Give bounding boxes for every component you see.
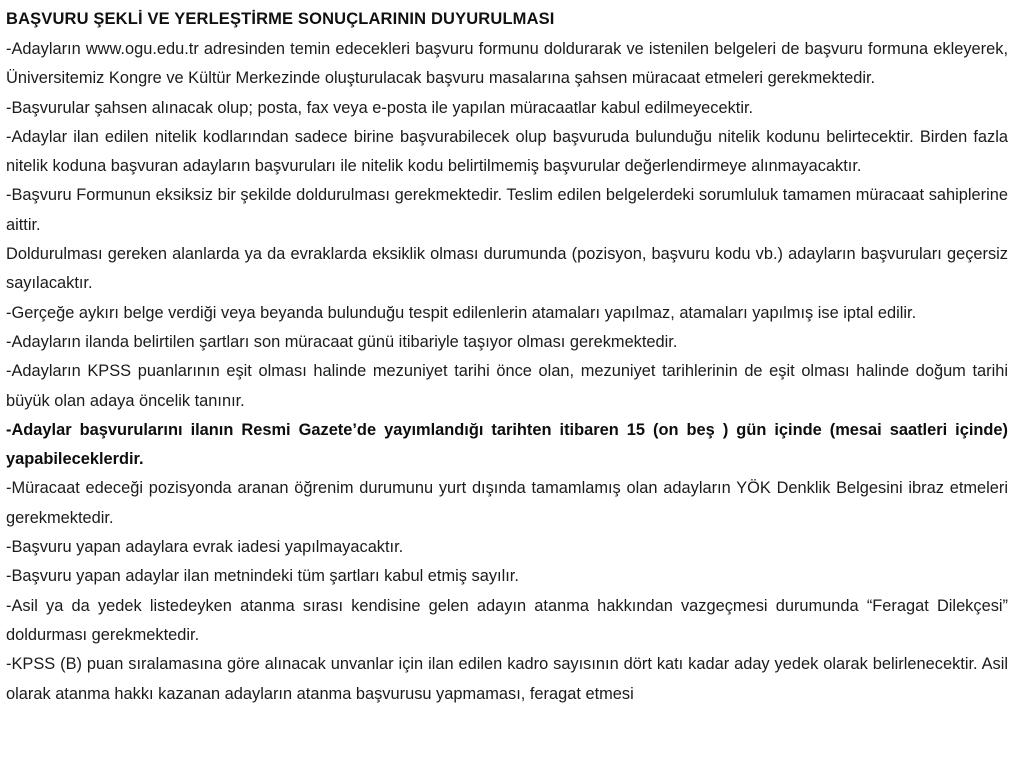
paragraph-9-highlighted: -Adaylar başvurularını ilanın Resmi Gazete’de yayımlandığı tarihten itibaren 15 (on beş ) gün içinde (mesai saatleri içinde) yapabileceklerdir. [6,420,1008,469]
paragraph-4: -Başvuru Formunun eksiksiz bir şekilde doldurulması gerekmektedir. Teslim edilen belgelerdeki sorumluluk tamamen müracaat sahiplerine aittir. [6,186,1008,234]
paragraph-8: -Adayların KPSS puanlarının eşit olması halinde mezuniyet tarihi önce olan, mezuniyet tarihlerinin de eşit olması halinde doğum tarihi büyük olan adaya öncelik tanınır. [6,362,1008,410]
page-title: BAŞVURU ŞEKLİ VE YERLEŞTİRME SONUÇLARININ DUYURULMASI [6,10,555,28]
paragraph-1: -Adayların www.ogu.edu.tr adresinden temin edecekleri başvuru formunu doldurarak ve istenilen belgeleri de başvuru formuna ekleyerek, Üniversitemiz Kongre ve Kültür Merkezinde oluşturulacak başvuru masalarına şahsen müracaat etmeleri gerekmektedir. [6,40,1008,88]
paragraph-7: -Adayların ilanda belirtilen şartları son müracaat günü itibariyle taşıyor olması gerekmektedir. [6,332,678,351]
paragraph-12: -Başvuru yapan adaylar ilan metnindeki tüm şartları kabul etmiş sayılır. [6,567,519,586]
paragraph-10: -Müracaat edeceği pozisyonda aranan öğrenim durumunu yurt dışında tamamlamış olan adayların YÖK Denklik Belgesini ibraz etmeleri gerekmektedir. [6,479,1008,527]
paragraph-5: Doldurulması gereken alanlarda ya da evraklarda eksiklik olması durumunda (pozisyon, başvuru kodu vb.) adayların başvuruları geçersiz sayılacaktır. [6,245,1008,293]
paragraph-6: -Gerçeğe aykırı belge verdiği veya beyanda bulunduğu tespit edilenlerin atamaları yapılmaz, atamaları yapılmış ise iptal edilir. [6,303,917,322]
paragraph-2: -Başvurular şahsen alınacak olup; posta, fax veya e-posta ile yapılan müracaatlar kabul edilmeyecektir. [6,98,754,117]
paragraph-3: -Adaylar ilan edilen nitelik kodlarından sadece birine başvurabilecek olup başvuruda bulunduğu nitelik kodunu belirtecektir. Birden fazla nitelik koduna başvuran adayların başvuruları ile nitelik kodu belirtilmemiş başvurular değerlendirmeye alınmayacaktır. [6,127,1008,176]
paragraph-11: -Başvuru yapan adaylara evrak iadesi yapılmayacaktır. [6,538,404,557]
paragraph-14: -KPSS (B) puan sıralamasına göre alınacak unvanlar için ilan edilen kadro sayısının dört katı kadar aday yedek olarak belirlenecektir. Asil olarak atanma hakkı kazanan adayların atanma başvurusu yapmaması, feragat etmesi [6,655,1008,703]
paragraph-13: -Asil ya da yedek listedeyken atanma sırası kendisine gelen adayın atanma hakkından vazgeçmesi durumunda “Feragat Dilekçesi” doldurması gerekmektedir. [6,596,1008,644]
